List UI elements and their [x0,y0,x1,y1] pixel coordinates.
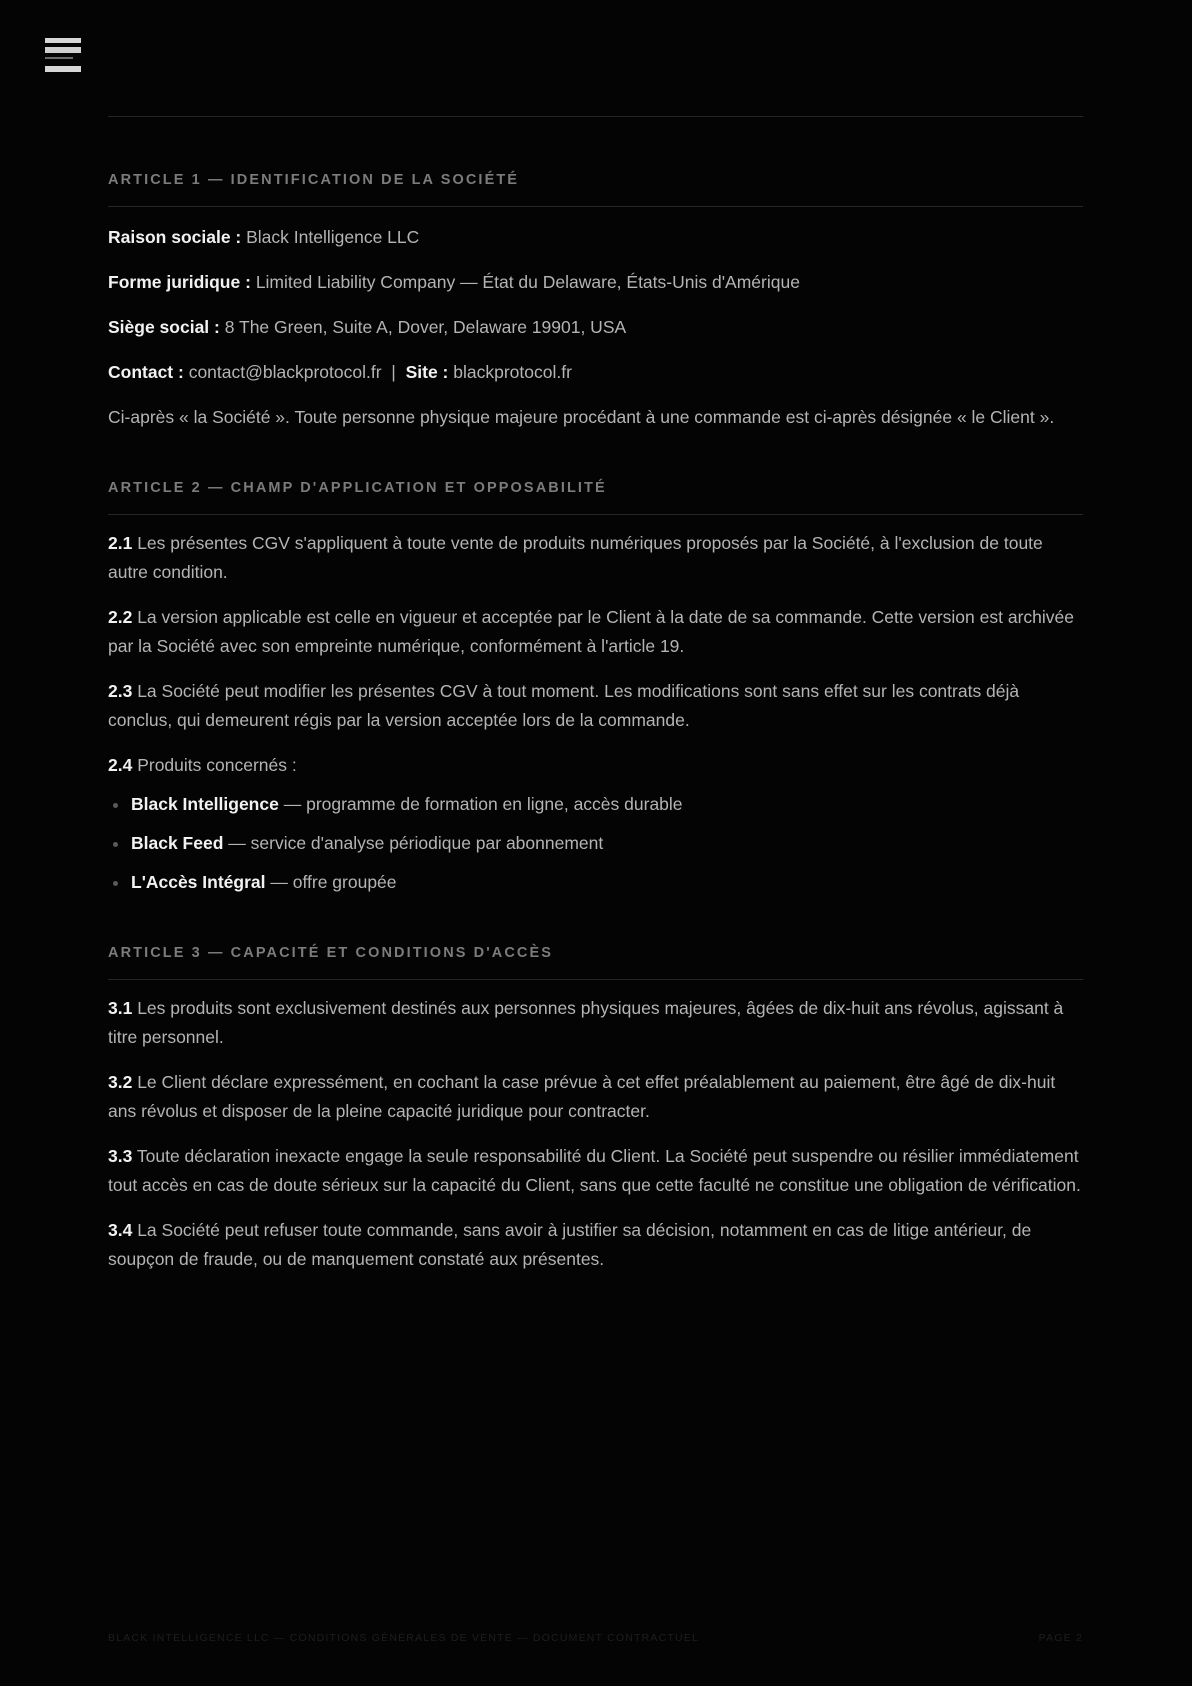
product-name: Black Feed [131,833,224,853]
contact-line [108,358,1083,387]
clause-number: 2.1 [108,533,133,553]
product-name: Black Intelligence [131,794,279,814]
clause-number: 2.3 [108,681,133,701]
field-value: Limited Liability Company — État du Delaware, États-Unis d'Amérique [255,272,800,292]
field-value: 8 The Green, Suite A, Dover, Delaware 19901, USA [224,317,627,337]
clause-2-4 [108,751,1083,780]
clause-text: Le Client déclare expressément, en cochant la case prévue à cet effet préalablement au paiement, être âgé de dix-huit ans révolus et disposer de la pleine capacité juridique pour contracter. [108,1072,1056,1121]
clause-text: Les produits sont exclusivement destinés aux personnes physiques majeures, âgées de dix-huit ans révolus, agissant à titre personnel. [108,998,1064,1047]
siege-social-line [108,313,1083,342]
field-label: Forme juridique : [108,272,251,292]
product-desc: — programme de formation en ligne, accès durable [283,794,683,814]
list-item [108,790,1083,819]
list-item [108,868,1083,897]
article-1 [108,172,1083,432]
clause-number: 3.4 [108,1220,133,1240]
product-desc: — offre groupée [270,872,397,892]
clause-2-3 [108,677,1083,735]
page-number: PAGE 2 [1038,1632,1083,1644]
contact-email[interactable]: contact@blackprotocol.fr [188,362,382,382]
hamburger-menu-icon[interactable] [45,38,81,74]
top-divider [108,116,1083,117]
clause-2-1 [108,529,1083,587]
separator: | [391,362,396,382]
clause-2-2 [108,603,1083,661]
article-3 [108,945,1083,1274]
clause-text: Toute déclaration inexacte engage la seule responsabilité du Client. La Société peut suspendre ou résilier immédiatement tout accès en cas de doute sérieux sur la capacité du Client, sans que cette faculté ne constitue une obligation de vérification. [108,1146,1081,1195]
clause-number: 2.2 [108,607,133,627]
field-label: Contact : [108,362,184,382]
product-desc: — service d'analyse périodique par abonnement [228,833,604,853]
field-label: Siège social : [108,317,220,337]
field-label: Site : [405,362,449,382]
list-item [108,829,1083,858]
clause-3-2 [108,1068,1083,1126]
clause-number: 3.2 [108,1072,133,1092]
clause-text: Les présentes CGV s'appliquent à toute vente de produits numériques proposés par la Société, à l'exclusion de toute autre condition. [108,533,1043,582]
footer-document-title: BLACK INTELLIGENCE LLC — CONDITIONS GÉNÉRALES DE VENTE — DOCUMENT CONTRACTUEL [108,1632,700,1644]
product-list [108,790,1083,897]
raison-sociale-line [108,223,1083,252]
site-link[interactable]: blackprotocol.fr [453,362,572,382]
clause-text: Produits concernés : [137,755,297,775]
page-footer [108,1632,1083,1644]
article-2 [108,480,1083,897]
clause-3-3 [108,1142,1083,1200]
field-label: Raison sociale : [108,227,242,247]
article-heading: ARTICLE 1 — IDENTIFICATION DE LA SOCIÉTÉ [108,172,1083,207]
field-value: Black Intelligence LLC [246,227,420,247]
clause-3-1 [108,994,1083,1052]
clause-number: 2.4 [108,755,133,775]
clause-number: 3.3 [108,1146,133,1166]
product-name: L'Accès Intégral [131,872,266,892]
document-content [108,116,1083,1274]
forme-juridique-line [108,268,1083,297]
clause-text: La version applicable est celle en vigueur et acceptée par le Client à la date de sa commande. Cette version est archivée par la Société avec son empreinte numérique, conformément à l'article 19. [108,607,1074,656]
clause-text: La Société peut refuser toute commande, sans avoir à justifier sa décision, notamment en cas de litige antérieur, de soupçon de fraude, ou de manquement constaté aux présentes. [108,1220,1032,1269]
definition-note: Ci-après « la Société ». Toute personne physique majeure procédant à une commande est ci-après désignée « le Client ». [108,407,1055,427]
clause-text: La Société peut modifier les présentes CGV à tout moment. Les modifications sont sans effet sur les contrats déjà conclus, qui demeurent régis par la version acceptée lors de la commande. [108,681,1020,730]
clause-number: 3.1 [108,998,133,1018]
clause-3-4 [108,1216,1083,1274]
article-heading: ARTICLE 3 — CAPACITÉ ET CONDITIONS D'ACCÈS [108,945,1083,980]
article-heading: ARTICLE 2 — CHAMP D'APPLICATION ET OPPOSABILITÉ [108,480,1083,515]
